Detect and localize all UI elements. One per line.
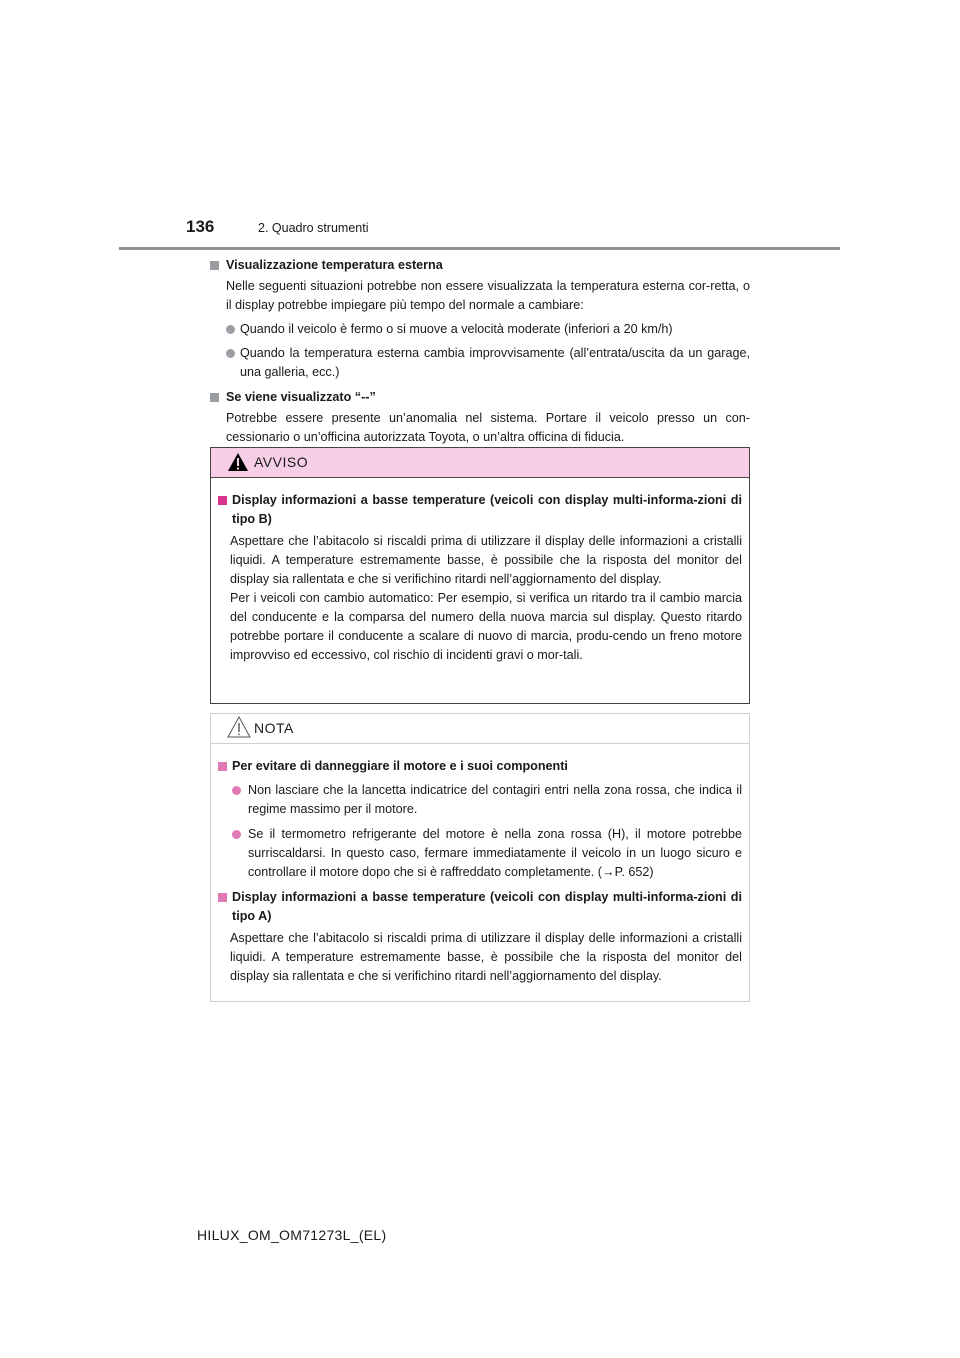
- list-item: Non lasciare che la lancetta indicatrice del contagiri entri nella zona rossa, che indica il regime massimo per il motore.: [218, 781, 742, 819]
- warning-triangle-icon: [227, 452, 249, 472]
- list-item: Quando la temperatura esterna cambia improvvisamente (all’entrata/uscita da un garage, una galleria, ecc.): [210, 344, 750, 382]
- square-bullet-icon: [218, 762, 227, 771]
- warning-triangle-outline-icon: [227, 715, 251, 739]
- page-header: [119, 217, 840, 250]
- list-item: Se il termometro refrigerante del motore è nella zona rossa (H), il motore potrebbe surriscaldarsi. In questo caso, fermare immediatamente il veicolo in un luogo sicuro e controllare il motore dopo che si è raffreddato completamente. (→P. 652): [218, 825, 742, 882]
- square-bullet-icon: [218, 496, 227, 505]
- notice-title: NOTA: [254, 720, 294, 736]
- notice-title-bar: [211, 714, 749, 744]
- notice-body: [218, 757, 742, 986]
- heading-outside-temperature: Visualizzazione temperatura esterna: [210, 256, 750, 275]
- round-bullet-icon: [232, 786, 241, 795]
- warning-title: AVVISO: [254, 454, 309, 470]
- warning-heading: Display informazioni a basse temperature (veicoli con display multi-informa-zioni di tipo B): [218, 491, 742, 529]
- page-number: 136: [186, 217, 215, 236]
- square-bullet-icon: [218, 893, 227, 902]
- warning-paragraph: Per i veicoli con cambio automatico: Per esempio, si verifica un ritardo tra il cambio marcia del conducente e la comparsa del numero della nuova marcia sul display. Questo ritardo potrebbe portare il conducente a scalare di nuovo di marcia, produ-cendo un freno motore improvviso ed eccessivo, col rischio di incidenti gravi o mor-tali.: [230, 591, 742, 662]
- notice-heading: Display informazioni a basse temperature (veicoli con display multi-informa-zioni di tipo A): [218, 888, 742, 926]
- footer-code: HILUX_OM_OM71273L_(EL): [197, 1227, 387, 1243]
- round-bullet-icon: [226, 349, 235, 358]
- warning-body: [218, 491, 742, 665]
- notice-heading: Per evitare di danneggiare il motore e i suoi componenti: [218, 757, 742, 776]
- main-content: [210, 256, 750, 451]
- notice-paragraph: Aspettare che l’abitacolo si riscaldi prima di utilizzare il display delle informazioni a cristalli liquidi. A temperature estremamente basse, è possibile che la risposta del monitor del display sia rallentata e che si verifichino ritardi nell’aggiornamento del display.: [230, 931, 742, 983]
- notice-box: [210, 713, 750, 1002]
- square-bullet-icon: [210, 261, 219, 270]
- square-bullet-icon: [210, 393, 219, 402]
- warning-paragraph: Aspettare che l’abitacolo si riscaldi prima di utilizzare il display delle informazioni a cristalli liquidi. A temperature estremamente basse, è possibile che la risposta del monitor del display sia rallentata e che si verifichino ritardi nell’aggiornamento del display.: [230, 534, 742, 586]
- round-bullet-icon: [232, 830, 241, 839]
- list-item: Quando il veicolo è fermo o si muove a velocità moderate (inferiori a 20 km/h): [210, 320, 750, 339]
- round-bullet-icon: [226, 325, 235, 334]
- warning-title-bar: [211, 448, 749, 478]
- paragraph: Potrebbe essere presente un’anomalia nel sistema. Portare il veicolo presso un con-cessionario o un’officina autorizzata Toyota, o un’altra officina di fiducia.: [226, 411, 750, 444]
- paragraph: Nelle seguenti situazioni potrebbe non essere visualizzata la temperatura esterna cor-retta, o il display potrebbe impiegare più tempo del normale a cambiare:: [226, 279, 750, 312]
- heading-dashes-displayed: Se viene visualizzato “--”: [210, 388, 750, 407]
- warning-box: [210, 447, 750, 704]
- section-title: 2. Quadro strumenti: [258, 221, 369, 235]
